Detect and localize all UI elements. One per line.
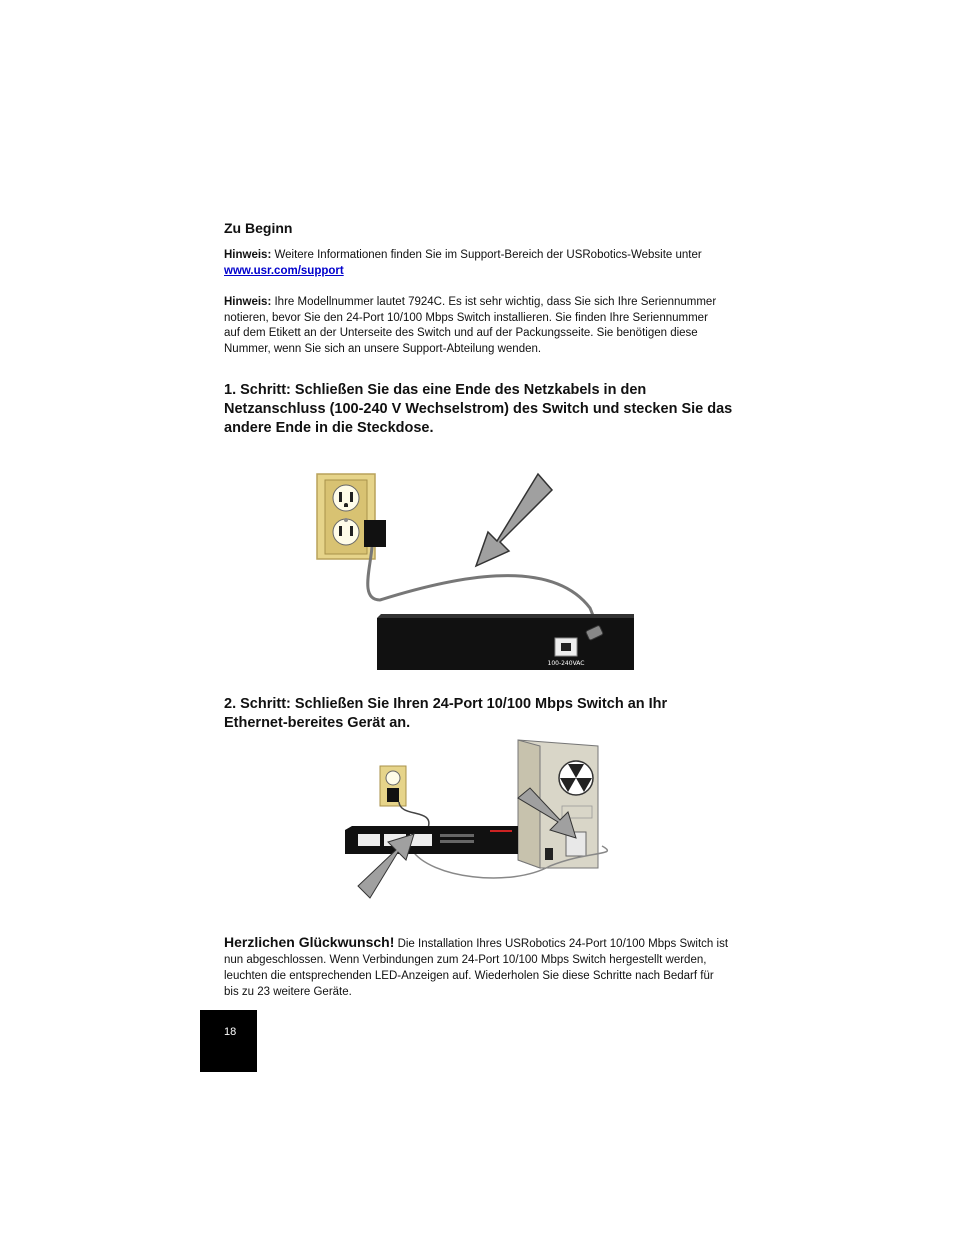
note-model-number xyxy=(224,295,726,357)
page-number: 18 xyxy=(224,1026,237,1038)
completion-lead: Herzlichen Glückwunsch! xyxy=(224,934,395,950)
ethernet-connection-figure xyxy=(340,738,620,908)
step-1-heading: 1. Schritt: Schließen Sie das eine Ende des Netzkabels in den Netzanschluss (100-240 V Wechselstrom) des Switch und stecken Sie das andere Ende in die Steckdose. xyxy=(224,382,733,436)
section-heading: Zu Beginn xyxy=(224,220,293,236)
wall-outlet-icon xyxy=(380,766,406,806)
page-number-block xyxy=(200,1010,257,1072)
power-rating-label: 100-240VAC xyxy=(547,660,585,667)
switch-front-icon xyxy=(345,826,518,854)
note-support xyxy=(224,248,734,279)
switch-rear-icon xyxy=(377,614,634,670)
step-2-heading: 2. Schritt: Schließen Sie Ihren 24-Port 10/100 Mbps Switch an Ihr Ethernet-bereites Gerät an. xyxy=(224,696,668,731)
arrow-icon xyxy=(476,474,552,566)
support-link[interactable]: www.usr.com/support xyxy=(224,264,344,277)
note-text: Weitere Informationen finden Sie im Support-Bereich der USRobotics-Website unter xyxy=(271,249,702,261)
completion-message xyxy=(224,934,730,1000)
power-plug-icon xyxy=(364,520,386,547)
note-label: Hinweis: xyxy=(224,249,272,261)
note-label: Hinweis: xyxy=(224,296,272,308)
note-text: Ihre Modellnummer lautet 7924C. Es ist sehr wichtig, dass Sie sich Ihre Seriennummer notieren, bevor Sie den 24-Port 10/100 Mbps Switch installieren. Sie finden Ihre Seriennummer auf dem Etikett an der Unterseite des Switch und auf der Packungsseite. Sie benötigen diese Nummer, wenn Sie sich an unsere Support-Abteilung wenden. xyxy=(224,296,717,355)
completion-text: Die Installation Ihres USRobotics 24-Port 10/100 Mbps Switch ist nun abgeschlossen. Wenn Verbindungen zum 24-Port 10/100 Mbps Switch hergestellt werden, leuchten die entsprechenden LED-Anzeigen auf. Wiederholen Sie diese Schritte nach Bedarf für bis zu 23 weitere Geräte. xyxy=(224,938,729,998)
power-connection-figure xyxy=(300,460,650,685)
